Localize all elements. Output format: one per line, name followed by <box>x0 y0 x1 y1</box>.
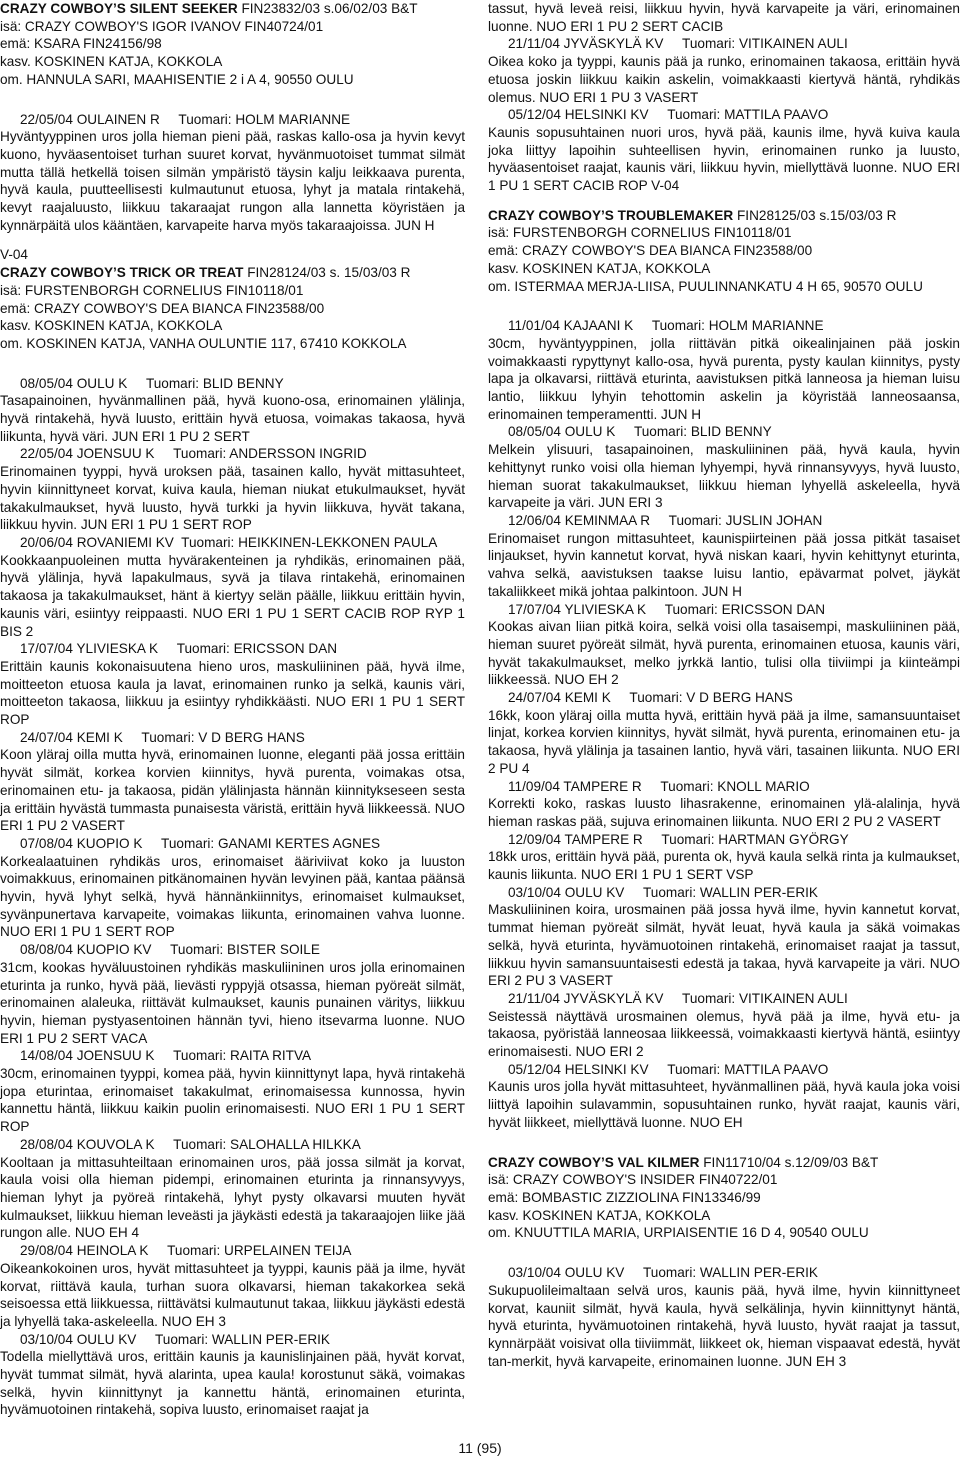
dog-name: CRAZY COWBOY’S VAL KILMER <box>488 1154 700 1170</box>
critique-text: Maskuliininen koira, urosmainen pää jossa hyvä ilme, hyvin kannetut korvat, tummat hieman pyöreät silmät, hyvät leuat, hyvä kaula ja säkä voimakas selkä, hyvä eturinta, hyvämuotoinen rintakehä, erinomaiset raajat ja tassut, liikkuu hyvin samansuuntaisesti edestä ja takaa, hyvä karvapeite ja väri. <box>488 902 960 971</box>
show-event-head: 05/12/04 HELSINKI KV Tuomari: MATTILA PAAVO <box>508 1061 829 1077</box>
show-critique <box>488 1078 960 1131</box>
show-result: NUO ERI 2 <box>575 1044 644 1060</box>
critique-text: 18kk uros, erittäin hyvä pää, purenta ok, hyvä kaula selkä rinta ja kulmaukset, kaunis liikunta. <box>488 849 960 883</box>
critique-text: Seistessä näyttävä urosmainen olemus, hyvä pää ja ilme, hyvä etu- ja takaosa, pyöristää lanneosaa liikkeessä, voimakkaasti kiertyvä häntä, esiintyy erinomaisesti. <box>488 1008 960 1060</box>
show-event-head: 17/07/04 YLIVIESKA K Tuomari: ERICSSON DAN <box>20 641 338 657</box>
show-event-head: 05/12/04 HELSINKI KV Tuomari: MATTILA PAAVO <box>508 107 829 123</box>
registration: FIN28124/03 s. 15/03/03 R <box>247 265 411 281</box>
show-result: JUN ERI 1 PU 1 SERT ROP <box>80 517 252 533</box>
dam-line: emä: CRAZY COWBOY'S DEA BIANCA FIN23588/00 <box>488 243 813 259</box>
critique-text: Kaunis uros jolla hyvät mittasuhteet, hyvänmallinen pää, hyvä kaula joka voisi liittyä lapoihin sulavammin, sopusuhtainen runko, hyvät raajat, kaunis väri, hyvät liikkeet, miellyttävä luonne. <box>488 1079 960 1130</box>
critique-text: Erinomainen tyyppi, hyvä uroksen pää, tasainen kallo, hyvät mittasuhteet, hyvin kiinnittyneet korvat, kuiva kaula, hieman niukat etukulmaukset, hyvät takakulmaukset, hyvä luusto, hyvä turkki ja hyvin liikkuva, hyvät takana, liikkuu hyvin. <box>0 464 465 533</box>
title-line: V-04 <box>0 247 28 263</box>
registration: FIN23832/03 s.06/02/03 B&T <box>241 1 418 16</box>
critique-text: Kooltaan ja mittasuhteiltaan erinomainen uros, pää jossa silmät ja korvat, kaula voisi olla hieman pidempi, erinomainen eturinta ja rinnansyvyys, hieman lyhyt ja pyöreä rintakehä, lyhyt pysty olkavarsi muuten hyvät kulmaukset, liikkuu hieman leveästi ja jäykästi edestä ja takaraajojen liike jää rungon alle. <box>0 1154 465 1241</box>
critique-text: Melkein ylisuuri, tasapainoinen, maskuliininen pää, hyvä kaula, hyvin kehittynyt runko voisi olla hieman lyhyempi, hyvä rinnansyvyys, hyvä luusto, hieman suorat takakulmaukset, liikkuu hieman lyhyellä askeleella, hyvä karvapeite ja väri. <box>488 442 960 511</box>
show-event-head: 08/05/04 OULU K Tuomari: BLID BENNY <box>20 375 284 391</box>
show-critique <box>488 707 960 778</box>
dog-name: CRAZY COWBOY’S TROUBLEMAKER <box>488 207 734 223</box>
sire-line: isä: CRAZY COWBOY'S INSIDER FIN40722/01 <box>488 1172 778 1188</box>
show-result: JUN H <box>661 406 702 422</box>
show-result: NUO ERI 1 PU 1 SERT ROP <box>0 924 175 940</box>
show-critique <box>488 848 960 883</box>
show-result: JUN H <box>394 217 435 233</box>
show-critique <box>0 552 465 641</box>
show-result: NUO EH 2 <box>554 672 619 688</box>
show-event-head: 12/09/04 TAMPERE R Tuomari: HARTMAN GYÖRGY <box>508 831 849 847</box>
show-critique <box>0 392 465 445</box>
show-critique <box>488 1008 960 1061</box>
show-result: NUO ERI 1 PU 1 SERT VSP <box>580 867 754 883</box>
owner-line: om. ISTERMAA MERJA-LIISA, PUULINNANKATU 4 H 65, 90570 OULU <box>488 278 923 294</box>
show-result: NUO ERI 1 PU 1 SERT CACIB ROP RYP 1 BIS 2 <box>0 605 465 639</box>
show-result: NUO EH <box>689 1114 743 1130</box>
show-result: NUO ERI 1 PU 2 VASERT <box>0 800 465 834</box>
owner-line: om. KNUUTTILA MARIA, URPIAISENTIE 16 D 4, 90540 OULU <box>488 1225 869 1241</box>
critique-text: Oikea koko ja tyyppi, kaunis pää ja runko, erinomainen takaosa, erittäin hyvä etuosa joskin liikkuu kaikin askelin, voimakkaasti kiertyvä häntä, ryhdikäs olemus. <box>488 54 960 105</box>
critique-text: Kaunis sopusuhtainen nuori uros, hyvä pää, kaunis ilme, hyvä kuiva kaula joka liittyy lapoihin suhteellisen hyvin, erinomainen runko ja luusto, hyväasentoiset raajat, kaunis väri, liikkuu hyvin, miellyttävä luonne. <box>488 124 960 176</box>
critique-text: Korkealaatuinen ryhdikäs uros, erinomaiset ääriviivat koko ja luuston voimakkuus, erinomainen pitkänomainen hyvän levyinen pää, kantaa päänsä hyvin, hyvä lyhyt selkä, hyvä hännänkiinnitys, erinomaiset kulmaukset, syvänpunertava karvapeite, voimakas liikunta, erinomainen vahva luonne. <box>0 853 465 922</box>
dog-name: CRAZY COWBOY’S SILENT SEEKER <box>0 1 238 16</box>
show-critique <box>0 1065 465 1136</box>
show-event-head: 24/07/04 KEMI K Tuomari: V D BERG HANS <box>20 729 305 745</box>
show-event-head: 03/10/04 OULU KV Tuomari: WALLIN PER-ERIK <box>508 884 819 900</box>
show-result: NUO ERI 1 PU 1 SERT ROP <box>0 1101 466 1135</box>
critique-text: Tasapainoinen, hyvänmallinen pää, hyvä kuono-osa, erinomainen ylälinja, hyvä rintakehä, hyvä luusto, erittäin hyvä etuosa, voimakas takaosa, hyvä liikunta, hyvä väri. <box>0 393 465 444</box>
owner-line: om. HANNULA SARI, MAAHISENTIE 2 i A 4, 90550 OULU <box>0 71 354 87</box>
show-event-head: 08/08/04 KUOPIO KV Tuomari: BISTER SOILE <box>20 942 320 958</box>
show-result: NUO EH 3 <box>161 1313 226 1329</box>
show-critique <box>0 746 465 835</box>
show-critique <box>0 658 465 729</box>
show-critique <box>0 128 465 234</box>
show-critique <box>488 53 960 106</box>
show-result: NUO ERI 1 PU 1 SERT CACIB ROP V-04 <box>488 160 960 194</box>
show-critique <box>0 853 465 942</box>
page-number: 11 (95) <box>458 1440 502 1456</box>
show-critique-continuation <box>488 0 960 35</box>
critique-text: tassut, hyvä leveä reisi, liikkuu hyvin, hyvä karvapeite ja väri, erinomainen luonne. <box>488 1 960 34</box>
show-critique <box>0 1154 465 1243</box>
critique-text: Sukupuolileimaltaan selvä uros, kaunis pää, hyvä ilme, hyvin kiinnittyneet korvat, kauniit silmät, hyvä kaula, hyvä selkälinja, hyvin kiinnittynyt häntä, hyvä eturinta, hyvämuotoinen rintakehä, hyvä luusto, hyvät raajat ja tassut, kynnärpäät voisivat olla tiiviimmät, liikkeet ok, hieman vispaavat edestä, hyvät tan-merkit, hyvä karvapeite, erinomainen luonne. <box>488 1282 960 1369</box>
show-event-head: 21/11/04 JYVÄSKYLÄ KV Tuomari: VITIKAINEN AULI <box>508 990 848 1006</box>
show-event-head: 28/08/04 KOUVOLA K Tuomari: SALOHALLA HILKKA <box>20 1136 361 1152</box>
show-critique <box>488 530 960 601</box>
registration: FIN11710/04 s.12/09/03 B&T <box>703 1154 879 1170</box>
show-critique <box>488 901 960 990</box>
dam-line: emä: KSARA FIN24156/98 <box>0 36 162 52</box>
show-result: JUN ERI 1 PU 2 SERT <box>111 428 250 444</box>
entry-title <box>0 0 465 18</box>
dam-line: emä: CRAZY COWBOY'S DEA BIANCA FIN23588/00 <box>0 300 325 316</box>
dog-entry-trick-or-treat <box>0 264 465 1419</box>
show-event-head: 20/06/04 ROVANIEMI KV Tuomari: HEIKKINEN-LEKKONEN PAULA <box>20 534 438 550</box>
show-result: NUO ERI 1 PU 2 SERT VACA <box>0 1012 465 1046</box>
show-critique <box>488 795 960 830</box>
critique-text: 31cm, kookas hyväluustoinen ryhdikäs maskuliininen uros jolla erinomainen eturinta ja runko, hyvä pää, lievästi ryppyjä otsassa, hieman pyöreät silmät, erinomainen alaleuka, riittävät kulmaukset, kaunis punainen väritys, liikkuu hyvin, hieman pystyasentoinen hännän tyvi, hieno itsevarma luonne. <box>0 959 465 1028</box>
show-event-head: 11/01/04 KAJAANI K Tuomari: HOLM MARIANNE <box>508 318 824 334</box>
show-critique <box>488 1282 960 1371</box>
critique-text: 30cm, hyväntyyppinen, jolla riittävän pitkä oikealinjainen pää joskin voimakkaasti rypyttynyt kallo-osa, hyvä purenta, pysty kaulan kiinnitys, pysty lapa ja olkavarsi, riittävä eturinta, aavistuksen pitkä lanneosa ja hieman luisu lantio, liikkuu lyhyin tehottomin askelin ja köyristää lanneosaansa, erinomainen temperamentti. <box>488 335 960 422</box>
show-result: JUN H <box>701 583 742 599</box>
registration: FIN28125/03 s.15/03/03 R <box>736 207 897 223</box>
critique-text: Kookas aivan liian pitkä koira, selkä voisi olla tasaisempi, maskuliininen pää, hieman suuret pyöreät silmät, hyvä purenta, erinomainen etuosa, kaunis väri, hyvät takakulmaukset, melko jyrkkä lantio, tulisi olla tiiviimpi ja kiinteämpi liikkeessä. <box>488 619 960 688</box>
show-critique <box>0 463 465 534</box>
show-critique <box>0 959 465 1048</box>
entry-title <box>0 264 465 282</box>
entry-title <box>488 207 960 225</box>
show-result: JUN ERI 3 <box>598 495 663 511</box>
critique-text: Korrekti koko, raskas luusto lihasrakenne, erinomainen ylä-alalinja, hyvä hieman raskas pää, sujuva erinomainen liikunta. <box>488 796 960 829</box>
show-event-head: 22/05/04 JOENSUU K Tuomari: ANDERSSON INGRID <box>20 446 367 462</box>
dog-entry-silent-seeker <box>0 0 465 264</box>
show-critique <box>488 124 960 195</box>
show-event-head: 17/07/04 YLIVIESKA K Tuomari: ERICSSON DAN <box>508 601 826 617</box>
show-event-head: 03/10/04 OULU KV Tuomari: WALLIN PER-ERIK <box>508 1265 819 1281</box>
show-event-head: 29/08/04 HEINOLA K Tuomari: URPELAINEN TEIJA <box>20 1243 352 1259</box>
breeder-line: kasv. KOSKINEN KATJA, KOKKOLA <box>488 260 711 276</box>
show-result: NUO ERI 2 PU 4 <box>488 743 960 776</box>
show-event-head: 11/09/04 TAMPERE R Tuomari: KNOLL MARIO <box>508 778 810 794</box>
show-result: NUO ERI 1 PU 1 SERT ROP <box>0 694 466 728</box>
critique-text: Erittäin kaunis kokonaisuutena hieno uros, maskuliininen pää, hyvä ilme, moitteeton etuosa kaula ja lavat, erinomainen runko ja selkä, kaunis väri, moitteeton takaosa, liikkuu ja esiintyy ryhdikkäästi. <box>0 658 465 710</box>
show-event-head: 24/07/04 KEMI K Tuomari: V D BERG HANS <box>508 690 793 706</box>
breeder-line: kasv. KOSKINEN KATJA, KOKKOLA <box>0 54 223 70</box>
dam-line: emä: BOMBASTIC ZIZZIOLINA FIN13346/99 <box>488 1190 761 1205</box>
show-event-head: 12/06/04 KEMINMAA R Tuomari: JUSLIN JOHAN <box>508 512 823 528</box>
critique-text: 30cm, erinomainen tyyppi, komea pää, hyvin kiinnittynyt lapa, hyvä rintakehä jopa eturintaa, erinomaiset takakulmat, erinomaisessa kunnossa, hyvin kannettu häntä, liikkuu kaikin puolin erinomaisesti. <box>0 1066 465 1117</box>
show-critique <box>488 335 960 424</box>
show-critique <box>0 1260 465 1331</box>
show-result: NUO ERI 2 PU 3 VASERT <box>488 955 960 989</box>
entry-title <box>488 1154 960 1172</box>
show-result: JUN EH 3 <box>785 1353 847 1369</box>
show-event-head: 22/05/04 OULAINEN R Tuomari: HOLM MARIANNE <box>20 111 351 127</box>
show-result: NUO EH 4 <box>74 1225 140 1241</box>
show-event-head: 07/08/04 KUOPIO K Tuomari: GANAMI KERTES AGNES <box>20 835 381 851</box>
show-critique <box>488 618 960 689</box>
critique-text: Kookkaanpuoleinen mutta hyvärakenteinen ja ryhdikäs, erinomainen pää, hyvä ylälinja, hyvä lapakulmaus, syvä ja tilava rintakehä, erinomainen takaosa ja takakulmaukset, hänt ä kiertyy selän päälle, liikkuu erittäin hyvin, kaunis väri, esiintyy reippaasti. <box>0 552 465 621</box>
critique-text: Koon yläraj oilla mutta hyvä, erinomainen luonne, eleganti pää jossa erittäin hyvät silmät, korkea korvien kiinnitys, hyvä purenta, voimakas otsa, erinomainen etu- ja takaosa, pidän ylälinjasta hännän kiinnitykseseen sesta ja erittäin hyvästä tummasta punaisesta väristä, erittäin hyvä liikkeessä. <box>0 747 465 816</box>
dog-name: CRAZY COWBOY’S TRICK OR TREAT <box>0 265 244 281</box>
dog-entry-val-kilmer <box>488 1154 960 1371</box>
sire-line: isä: FURSTENBORGH CORNELIUS FIN10118/01 <box>488 225 792 241</box>
breeder-line: kasv. KOSKINEN KATJA, KOKKOLA <box>0 318 223 334</box>
show-event-head: 03/10/04 OULU KV Tuomari: WALLIN PER-ERIK <box>20 1331 331 1347</box>
show-event-head: 21/11/04 JYVÄSKYLÄ KV Tuomari: VITIKAINEN AULI <box>508 36 848 52</box>
show-event-head: 08/05/04 OULU K Tuomari: BLID BENNY <box>508 424 772 440</box>
show-critique <box>488 441 960 512</box>
dog-entry-troublemaker <box>488 207 960 1132</box>
critique-text: Oikeankokoinen uros, hyvät mittasuhteet ja tyyppi, kaunis pää ja ilme, hyvät korvat, riittävä kaula, turhan suora olkavarsi, hieman takakorkea sekä seisoessa että liikkuessa, riittävätsi kulmautunut takaa, liikkuu jäykästi edestä ja lyhyellä taka-askeleella. <box>0 1260 465 1329</box>
show-event-head: 14/08/04 JOENSUU K Tuomari: RAITA RITVA <box>20 1048 312 1064</box>
critique-text: Erinomaiset rungon mittasuhteet, kaunispiirteinen pää jossa pitkät tasaiset linjaukset, hyvin kannetut korvat, hyvä niskan kaari, hyvin kehittynyt eturinta, vahva selkä, aavistuksen taakse luisu lantio, epävarmat polvet, jäykät takaliikkeet mikä johtaa palkintoon. <box>488 530 960 599</box>
show-result: NUO ERI 2 PU 2 VASERT <box>781 813 941 829</box>
show-critique <box>0 1348 465 1419</box>
critique-text: Hyväntyyppinen uros jolla hieman pieni pää, raskas kallo-osa ja hyvin kevyt kuono, hyväasentoiset turhan suuret korvat, hyvänmuotoiset tummat silmät mutta tällä hetkellä toisen silmän ympäristö täysin kalju leikkaava purenta, hyvä kaula, puutteellisesti kulmautunut etuosa, lyhyt ja matala rintakehä, kevyt raajaluusto, liikkuu takaraajat rungon alla lannetta köyristäen ja kynnärpäitä ulos kääntäen, karvapeite harva myös takaraajoissa. <box>0 129 465 233</box>
show-result: NUO ERI 1 PU 2 SERT CACIB <box>536 18 724 34</box>
left-column <box>0 0 465 1419</box>
breeder-line: kasv. KOSKINEN KATJA, KOKKOLA <box>488 1207 711 1223</box>
right-column <box>488 0 960 1370</box>
show-result: NUO ERI 1 PU 3 VASERT <box>539 89 699 105</box>
critique-text: Todella miellyttävä uros, erittäin kaunis ja kaunislinjainen pää, hyvät korvat, hyvät tummat silmät, hyvä alarinta, upea kaula! korostunut säkä, voimakas selkä, hyvin kiinnittynyt ja kannettu häntä, erinomainen eturinta, hyvämuotoinen rintakehä, sopiva luusto, erinomaiset raajat ja <box>0 1349 465 1418</box>
sire-line: isä: FURSTENBORGH CORNELIUS FIN10118/01 <box>0 282 304 298</box>
critique-text: 16kk, koon yläraj oilla mutta hyvä, erittäin hyvä pää ja ilme, samansuuntaiset linjat, korkea korvien kiinnitys, hyvät silmät, hyvä purenta, erinomainen etu- ja takaosa, hyvä ylälinja ja tasainen lantio, hyvä väri, tasainen liikunta. <box>488 707 960 759</box>
owner-line: om. KOSKINEN KATJA, VANHA OULUNTIE 117, 67410 KOKKOLA <box>0 335 407 351</box>
sire-line: isä: CRAZY COWBOY'S IGOR IVANOV FIN40724/01 <box>0 18 324 34</box>
